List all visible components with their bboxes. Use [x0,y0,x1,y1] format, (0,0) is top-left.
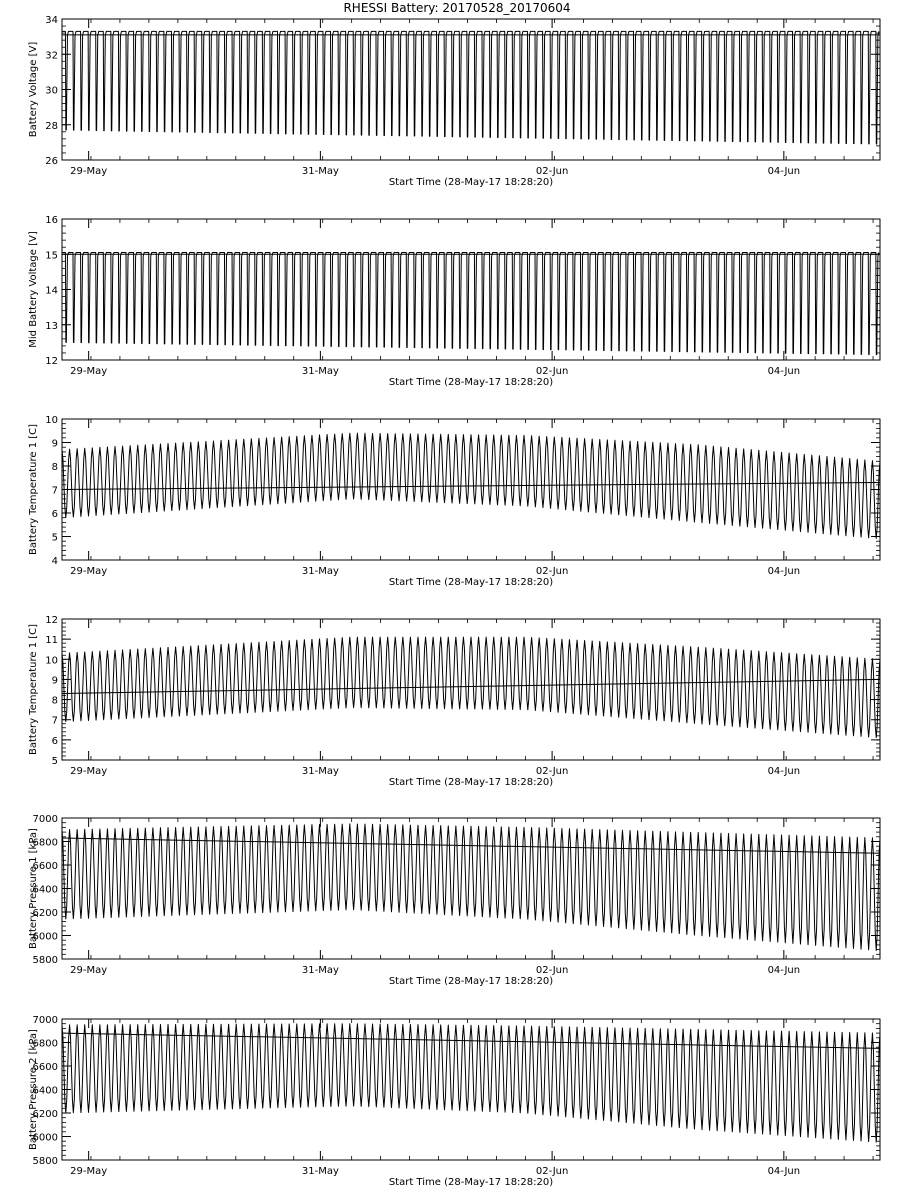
x-tick-label: 02-Jun [535,1166,569,1177]
series-line-oscillating [62,637,880,737]
panel-2 [28,215,880,388]
y-tick-label: 14 [45,285,58,297]
x-tick-label: 31-May [301,366,339,377]
series-line-oscillating [62,31,879,144]
y-tick-label: 6600 [32,1062,58,1073]
y-tick-label: 32 [45,50,58,62]
x-tick-label: 04-Jun [767,566,801,577]
y-tick-label: 34 [45,15,58,26]
x-axis-title: Start Time (28-May-17 18:28:20) [388,577,554,588]
x-tick-label: 02-Jun [535,965,569,976]
x-tick-label: 04-Jun [767,1166,801,1177]
y-tick-label: 10 [45,415,58,426]
x-tick-label: 29-May [70,166,108,177]
y-tick-label: 10 [45,655,58,667]
x-tick-label: 02-Jun [535,166,569,177]
x-axis-title: Start Time (28-May-17 18:28:20) [388,976,554,987]
x-tick-label: 02-Jun [535,366,569,377]
y-tick-label: 9 [51,675,58,687]
x-tick-label: 31-May [301,166,339,177]
y-axis-title: Battery Pressure 1 [kPa] [28,828,39,949]
x-tick-label: 02-Jun [535,766,569,777]
y-tick-label: 6000 [32,1132,58,1144]
series-line-oscillating [62,252,879,354]
y-tick-label: 6400 [32,884,58,896]
y-tick-label: 12 [45,356,58,367]
x-tick-label: 31-May [301,766,339,777]
y-tick-label: 11 [45,635,58,647]
y-tick-label: 15 [45,250,58,262]
y-tick-label: 5800 [32,955,58,966]
x-tick-label: 29-May [70,1166,108,1177]
y-tick-label: 5800 [32,1156,58,1167]
x-tick-label: 04-Jun [767,166,801,177]
x-axis-title: Start Time (28-May-17 18:28:20) [388,177,554,188]
panel-1 [28,15,880,188]
y-tick-label: 13 [45,320,58,332]
y-tick-label: 26 [45,156,58,167]
y-tick-label: 9 [51,438,58,450]
x-axis-title: Start Time (28-May-17 18:28:20) [388,377,554,388]
y-tick-label: 7000 [32,1015,58,1026]
y-tick-label: 7 [51,715,58,727]
x-tick-label: 29-May [70,366,108,377]
x-tick-label: 31-May [301,1166,339,1177]
y-tick-label: 8 [51,462,58,473]
y-tick-label: 28 [45,120,58,132]
plot-frame [62,219,880,360]
x-tick-label: 29-May [70,965,108,976]
plot-frame [62,19,880,160]
y-tick-label: 7000 [32,814,58,825]
panel-4 [28,615,880,788]
x-tick-label: 04-Jun [767,366,801,377]
y-axis-title: Battery Temperature 1 [C] [28,423,39,556]
y-tick-label: 6200 [32,1109,58,1120]
y-tick-label: 4 [51,556,58,567]
y-tick-label: 12 [45,615,58,626]
x-tick-label: 04-Jun [767,965,801,976]
y-axis-title: Battery Voltage [V] [28,41,39,138]
chart-title: RHESSI Battery: 20170528_20170604 [343,1,571,15]
y-axis-title: Battery Pressure 2 [kPa] [28,1029,39,1150]
x-axis-title: Start Time (28-May-17 18:28:20) [388,777,554,788]
y-tick-label: 6 [51,509,58,520]
panel-3 [28,415,880,588]
y-tick-label: 8 [51,695,58,707]
y-tick-label: 6800 [32,837,58,849]
series-line-oscillating [62,1024,880,1142]
y-axis-title: Battery Temperature 1 [C] [28,623,39,756]
x-axis-title: Start Time (28-May-17 18:28:20) [388,1177,554,1188]
y-tick-label: 5 [51,532,58,544]
series-line-oscillating [62,824,880,951]
x-tick-label: 31-May [301,566,339,577]
y-tick-label: 6200 [32,908,58,919]
x-tick-label: 29-May [70,766,108,777]
x-tick-label: 29-May [70,566,108,577]
y-tick-label: 6400 [32,1085,58,1097]
x-tick-label: 04-Jun [767,766,801,777]
x-tick-label: 02-Jun [535,566,569,577]
y-axis-title: Mid Battery Voltage [V] [28,231,39,348]
y-tick-label: 16 [45,215,58,226]
y-tick-label: 6800 [32,1038,58,1050]
panel-6 [28,1015,880,1188]
x-tick-label: 31-May [301,965,339,976]
panel-5 [28,814,880,987]
y-tick-label: 5 [51,756,58,767]
y-tick-label: 7 [51,485,58,497]
y-tick-label: 6000 [32,931,58,943]
y-tick-label: 6600 [32,861,58,872]
y-tick-label: 6 [51,735,58,747]
y-tick-label: 30 [45,85,58,97]
